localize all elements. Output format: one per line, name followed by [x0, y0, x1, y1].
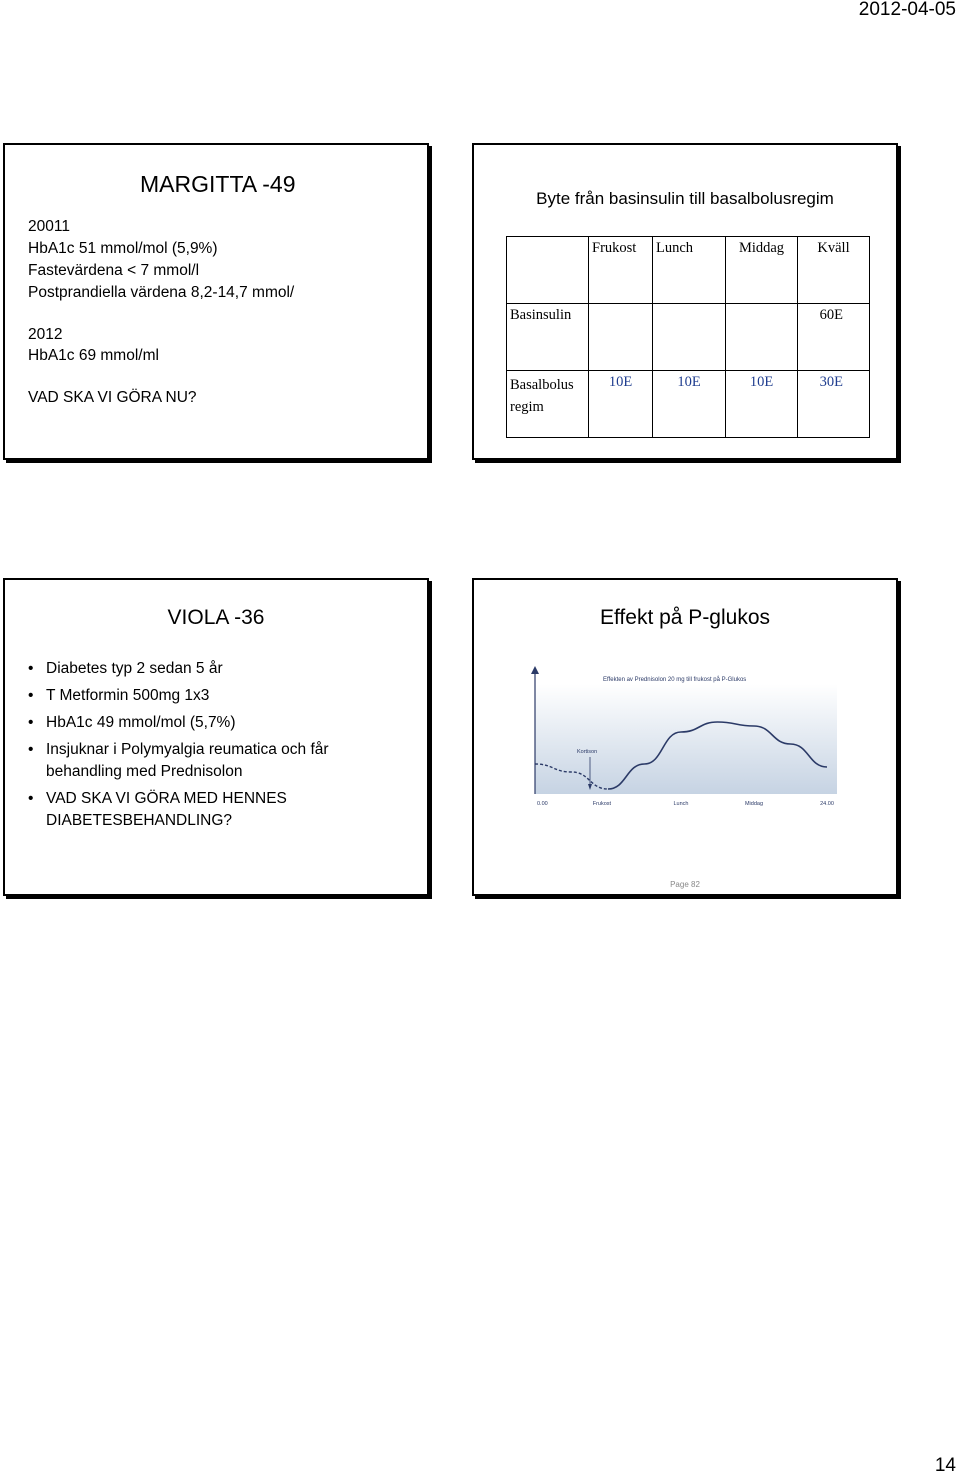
x-tick-label: 24.00: [820, 801, 834, 807]
table-header-cell: Middag: [726, 237, 798, 304]
text-line: VAD SKA VI GÖRA NU?: [28, 389, 197, 406]
table-cell: [507, 237, 589, 304]
bullet-item: • Diabetes typ 2 sedan 5 år: [28, 658, 391, 680]
table-cell: [589, 304, 653, 371]
glucose-chart: [521, 664, 851, 812]
slide-title: Byte från basinsulin till basalbolusregim: [536, 189, 834, 208]
table-cell: 10E: [653, 371, 726, 438]
table-row: [507, 304, 870, 371]
bullet-item: • Insjuknar i Polymyalgia reumatica och får behandling med Prednisolon: [28, 739, 391, 783]
slide-footer-label: Page 82: [670, 880, 700, 889]
slide-title: VIOLA -36: [167, 606, 265, 629]
x-tick-label: Middag: [744, 801, 764, 807]
header-date: 2012-04-05: [858, 0, 956, 20]
bullet-item: • HbA1c 49 mmol/mol (5,7%): [28, 712, 391, 734]
text-line: 2012: [28, 326, 63, 343]
text-line: Fastevärdena < 7 mmol/l: [28, 262, 200, 279]
table-cell: 60E: [798, 304, 870, 371]
slide-viola: [3, 578, 429, 896]
text-line: HbA1c 51 mmol/mol (5,9%): [28, 240, 218, 257]
row-label: Basinsulin: [507, 304, 589, 371]
slide-title: Effekt på P-glukos: [599, 606, 771, 629]
text-line: 20011: [28, 218, 70, 235]
table-header-cell: Frukost: [589, 237, 653, 304]
table-header-cell: Kväll: [798, 237, 870, 304]
table-header-row: [507, 237, 870, 304]
y-axis-arrow-icon: [531, 666, 539, 674]
slide-effekt: [472, 578, 898, 896]
table-header-cell: Lunch: [653, 237, 726, 304]
bullet-item: • T Metformin 500mg 1x3: [28, 685, 391, 707]
page-number: 14: [934, 1455, 956, 1476]
slide-regim: [472, 143, 898, 460]
table-cell: 10E: [726, 371, 798, 438]
x-tick-label: 0.00: [537, 801, 548, 807]
bullet-list: [28, 658, 391, 837]
text-line: HbA1c 69 mmol/ml: [28, 347, 159, 364]
chart-svg: [521, 664, 851, 812]
table-row: [507, 371, 870, 438]
x-tick-label: Frukost: [592, 801, 612, 807]
slide-title: MARGITTA -49: [140, 171, 296, 197]
kortison-annotation: Kortison: [577, 749, 598, 755]
text-line: Postprandiella värdena 8,2-14,7 mmol/: [28, 284, 295, 301]
chart-title: Effekten av Prednisolon 20 mg till frukost på P-Glukos: [603, 677, 747, 683]
table-cell: 30E: [798, 371, 870, 438]
plot-background: [535, 684, 837, 794]
x-tick-label: Lunch: [673, 801, 689, 807]
bullet-item: • VAD SKA VI GÖRA MED HENNES DIABETESBEHANDLING?: [28, 788, 346, 832]
table-cell: 10E: [589, 371, 653, 438]
insulin-table: [506, 236, 870, 438]
table-cell: [653, 304, 726, 371]
slide-margitta: [3, 143, 429, 460]
table-cell: [726, 304, 798, 371]
row-label: Basalbolus regim: [507, 371, 589, 438]
